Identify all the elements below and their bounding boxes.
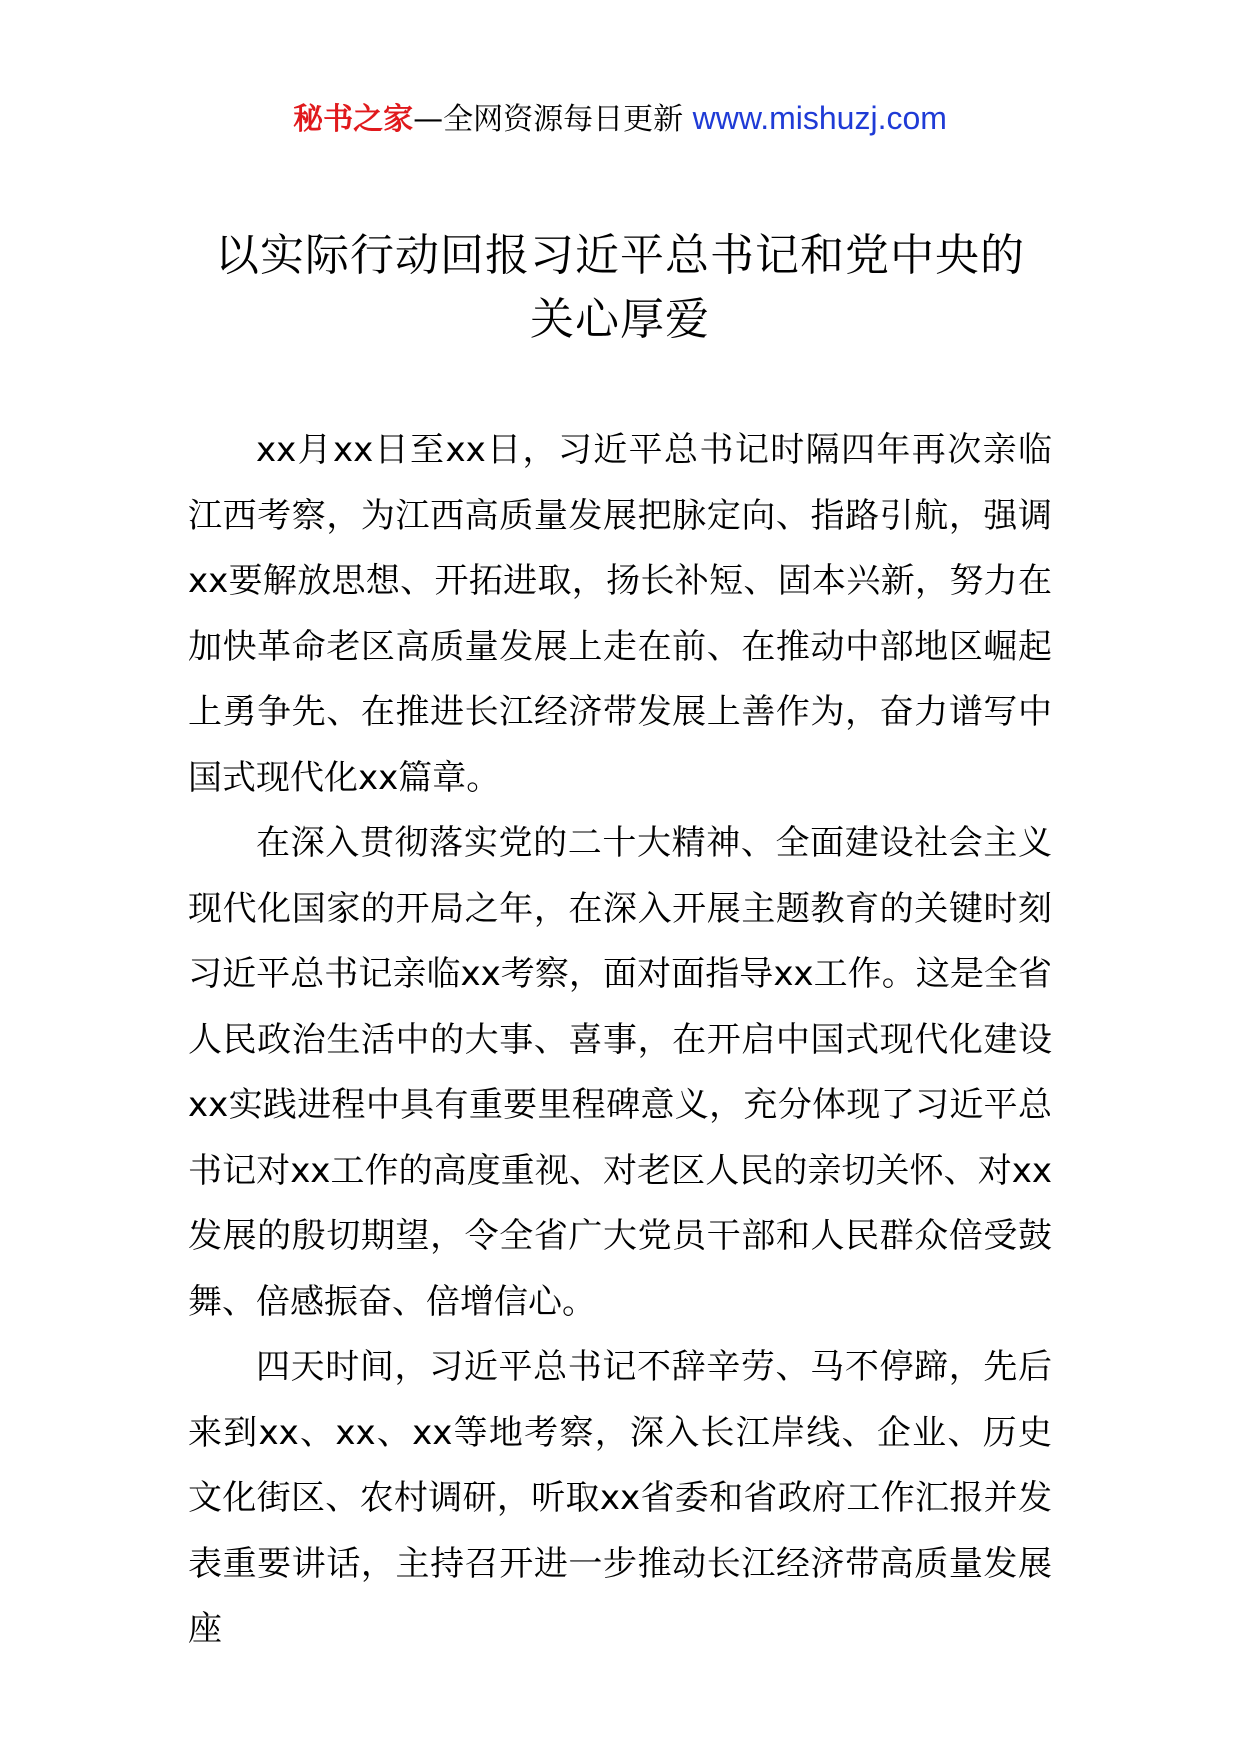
brand-name: 秘书之家	[293, 102, 414, 137]
title-line-2: 关心厚爱	[530, 294, 710, 345]
document-title	[150, 224, 1090, 352]
title-line-1: 以实际行动回报习近平总书记和党中央的	[215, 230, 1025, 281]
paragraph-2: 在深入贯彻落实党的二十大精神、全面建设社会主义现代化国家的开局之年，在深入开展主题教育的关键时刻习近平总书记亲临xx考察，面对面指导xx工作。这是全省人民政治生活中的大事、喜事，在开启中国式现代化建设xx实践进程中具有重要里程碑意义，充分体现了习近平总书记对xx工作的高度重视、对老区人民的亲切关怀、对xx发展的殷切期望，令全省广大党员干部和人民群众倍受鼓舞、倍感振奋、倍增信心。	[188, 823, 1052, 1322]
paragraph-3: 四天时间，习近平总书记不辞辛劳、马不停蹄，先后来到xx、xx、xx等地考察，深入长江岸线、企业、历史文化街区、农村调研，听取xx省委和省政府工作汇报并发表重要讲话，主持召开进一步推动长江经济带高质量发展座	[188, 1347, 1052, 1649]
document-body	[188, 418, 1052, 1663]
site-header	[0, 96, 1240, 142]
header-tagline: —全网资源每日更新	[413, 102, 693, 137]
site-url-link[interactable]: www.mishuzj.com	[692, 100, 947, 136]
paragraph-1: xx月xx日至xx日，习近平总书记时隔四年再次亲临江西考察，为江西高质量发展把脉定向、指路引航，强调xx要解放思想、开拓进取，扬长补短、固本兴新，努力在加快革命老区高质量发展上走在前、在推动中部地区崛起上勇争先、在推进长江经济带发展上善作为，奋力谱写中国式现代化xx篇章。	[188, 430, 1052, 798]
